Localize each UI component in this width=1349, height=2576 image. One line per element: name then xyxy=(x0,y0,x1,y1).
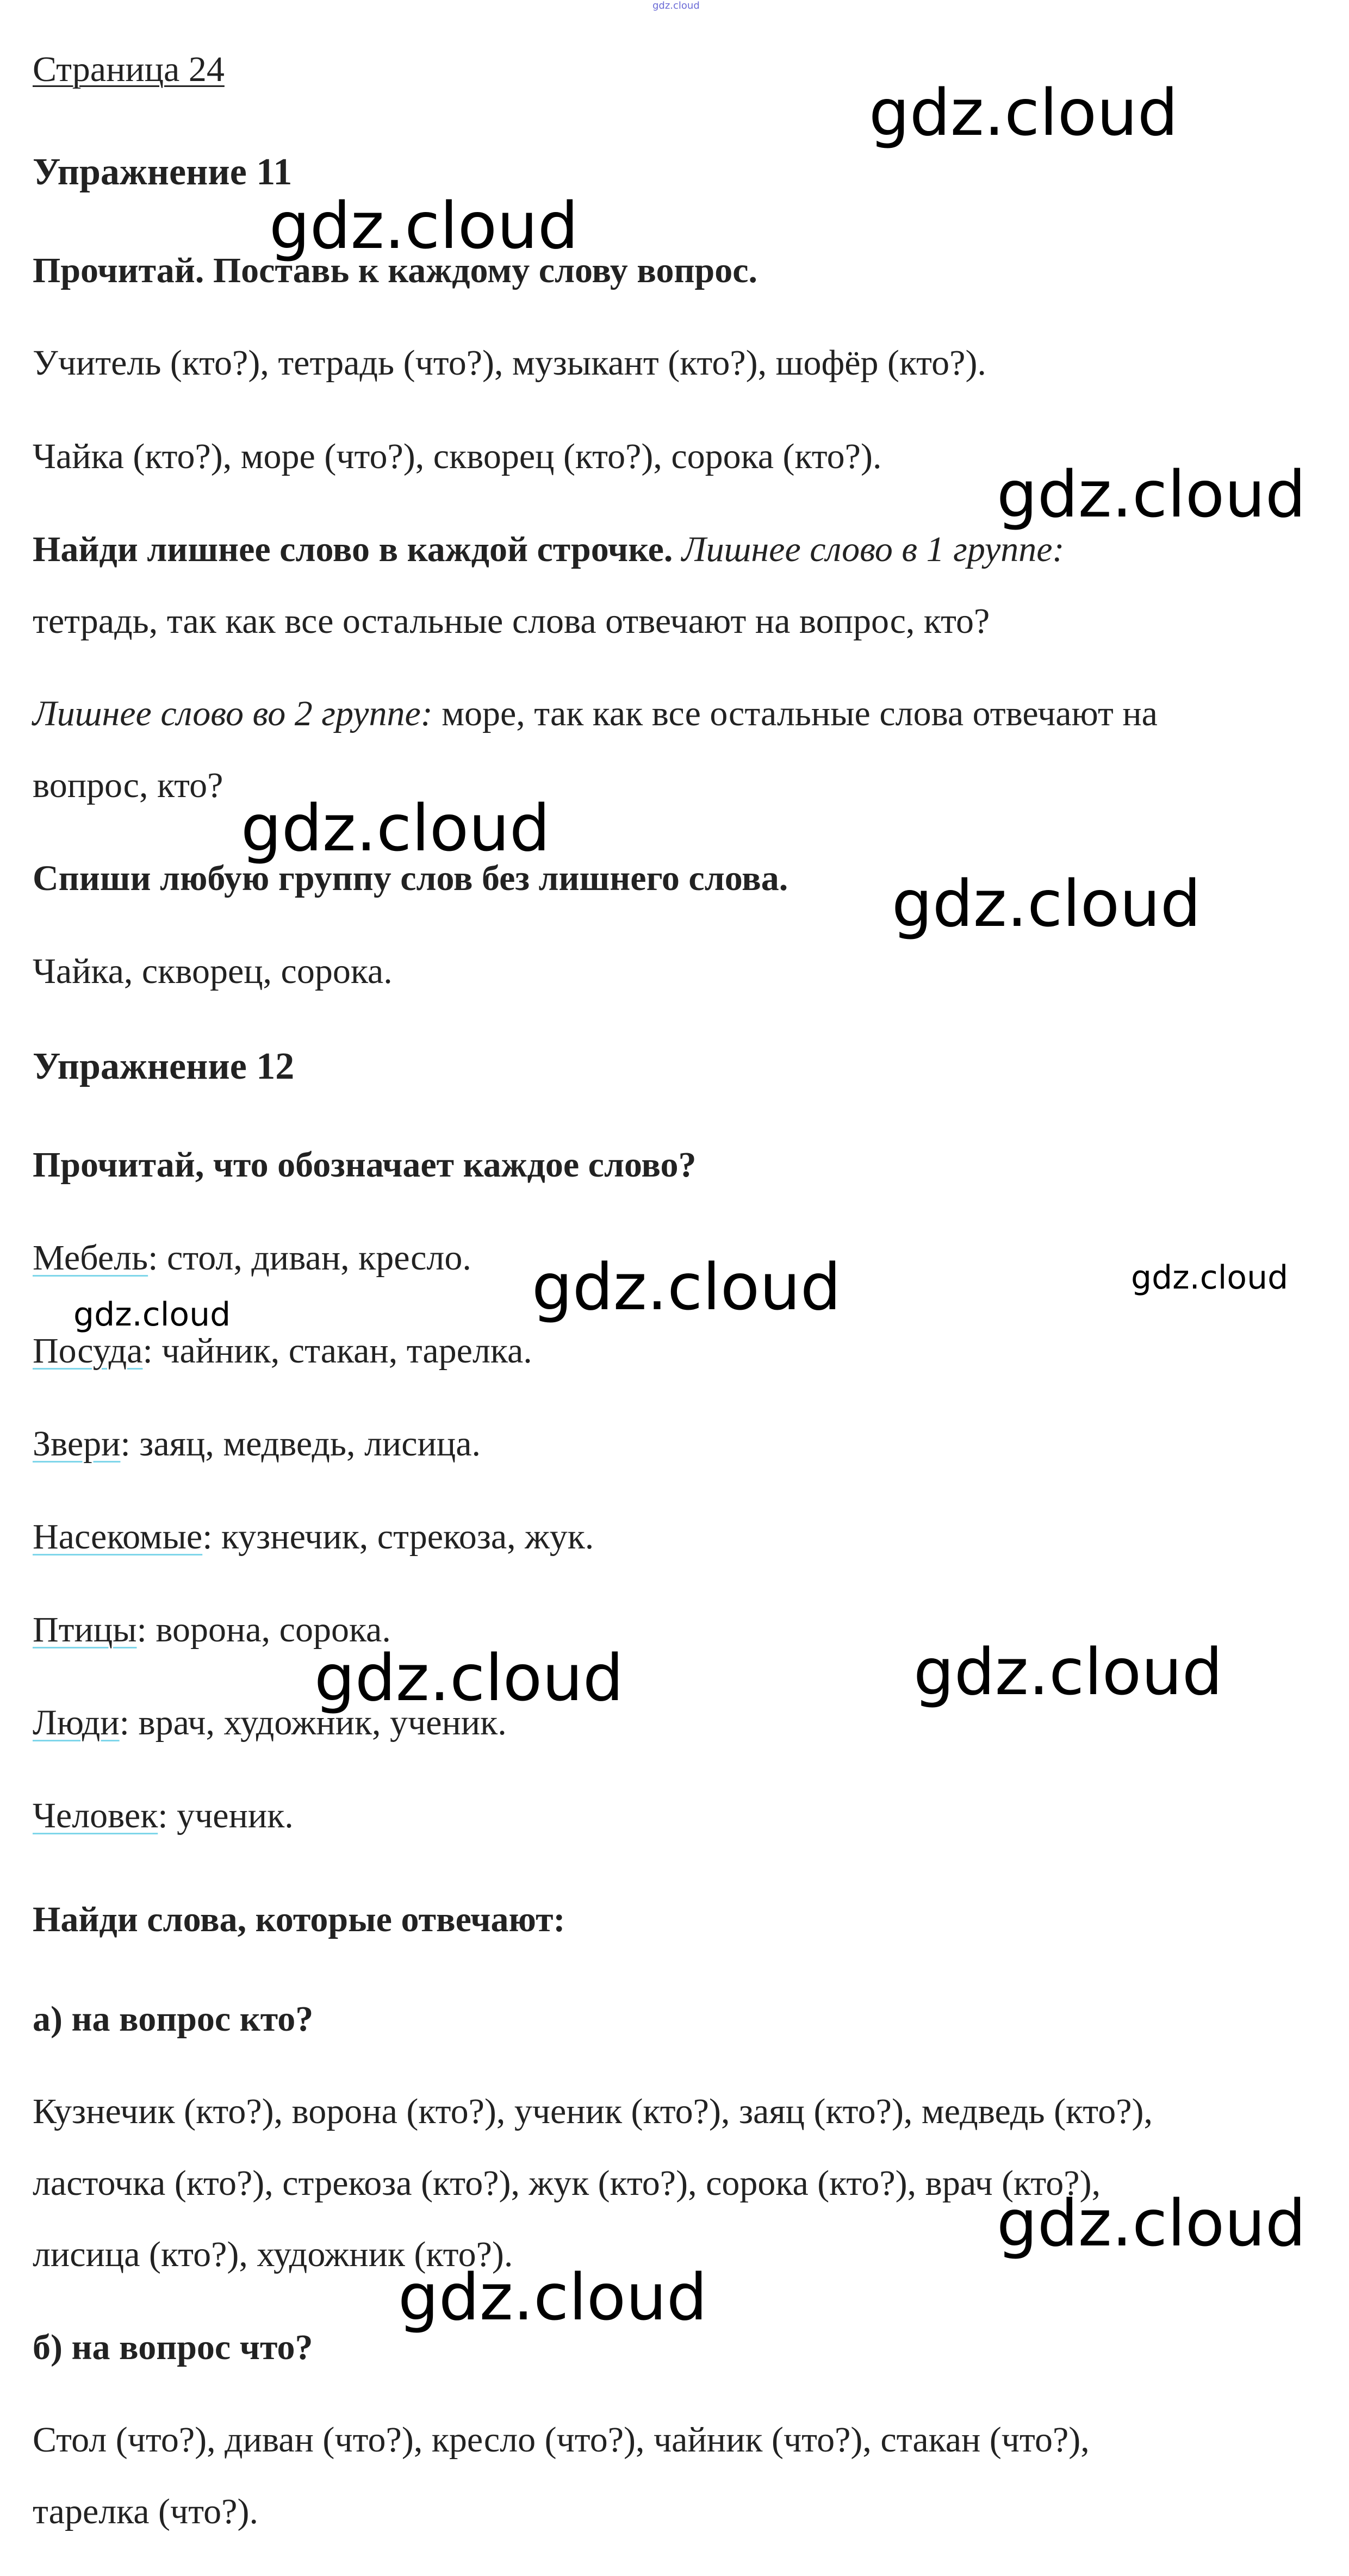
who-answer-line: Кузнечик (кто?), ворона (кто?), ученик (кто?), заяц (кто?), медведь (кто?), xyxy=(33,2092,1153,2131)
exercise-11-line-2: Чайка (кто?), море (что?), скворец (кто?), сорока (кто?). xyxy=(33,437,882,476)
meaning-words: : врач, художник, ученик. xyxy=(119,1703,507,1743)
watermark: gdz.cloud xyxy=(398,2260,707,2335)
meaning-term: Мебель xyxy=(33,1238,148,1278)
exercise-11-extra-2-cont: вопрос, кто? xyxy=(33,766,223,805)
question-who-label: а) на вопрос кто? xyxy=(33,1999,314,2039)
meaning-item xyxy=(33,1798,294,1834)
watermark: gdz.cloud xyxy=(869,75,1178,150)
exercise-11-title: Упражнение 11 xyxy=(33,151,293,193)
watermark: gdz.cloud xyxy=(913,1634,1223,1709)
watermark: gdz.cloud xyxy=(997,457,1306,532)
meaning-term: Звери xyxy=(33,1424,121,1464)
exercise-11-extra-1-cont: тетрадь, так как все остальные слова отвечают на вопрос, кто? xyxy=(33,601,990,641)
extra-2-label: Лишнее слово во 2 группе: xyxy=(33,694,433,733)
meaning-words: : кузнечик, стрекоза, жук. xyxy=(202,1517,594,1557)
exercise-11-extra-1 xyxy=(33,532,1065,568)
meaning-words: : ворона, сорока. xyxy=(136,1610,391,1650)
watermark: gdz.cloud xyxy=(997,2186,1306,2261)
watermark: gdz.cloud xyxy=(1131,1259,1289,1297)
meaning-term: Человек xyxy=(33,1796,158,1835)
meaning-item xyxy=(33,1519,594,1555)
exercise-11-extra-2 xyxy=(33,696,1158,732)
watermark-top: gdz.cloud xyxy=(652,0,700,11)
meaning-words: : чайник, стакан, тарелка. xyxy=(142,1331,532,1371)
watermark: gdz.cloud xyxy=(241,791,550,866)
exercise-11-task-copy: Спиши любую группу слов без лишнего слова. xyxy=(33,858,788,898)
extra-2-text: море, так как все остальные слова отвечают на xyxy=(442,694,1158,733)
question-what-label: б) на вопрос что? xyxy=(33,2328,313,2367)
meaning-item xyxy=(33,1426,481,1462)
meaning-words: : заяц, медведь, лисица. xyxy=(120,1424,481,1464)
exercise-12-task-read: Прочитай, что обозначает каждое слово? xyxy=(33,1145,697,1185)
meaning-item xyxy=(33,1333,532,1369)
what-answer-line: Стол (что?), диван (что?), кресло (что?), чайник (что?), стакан (что?), xyxy=(33,2420,1090,2460)
meaning-term: Люди xyxy=(33,1703,120,1743)
watermark: gdz.cloud xyxy=(73,1296,231,1334)
exercise-11-answer: Чайка, скворец, сорока. xyxy=(33,951,393,991)
watermark: gdz.cloud xyxy=(892,866,1201,941)
exercise-11-task-read: Прочитай. Поставь к каждому слову вопрос. xyxy=(33,251,758,290)
meaning-item xyxy=(33,1240,471,1276)
meaning-words: : стол, диван, кресло. xyxy=(148,1238,471,1278)
exercise-11-task-find: Найди лишнее слово в каждой строчке. xyxy=(33,530,673,569)
page-label: Страница 24 xyxy=(33,49,225,89)
extra-1-label: Лишнее слово в 1 группе: xyxy=(681,530,1065,569)
meaning-term: Посуда xyxy=(33,1331,143,1371)
who-answer-line: лисица (кто?), художник (кто?). xyxy=(33,2235,513,2274)
who-answer-line: ласточка (кто?), стрекоза (кто?), жук (кто?), сорока (кто?), врач (кто?), xyxy=(33,2163,1101,2203)
meaning-term: Птицы xyxy=(33,1610,137,1650)
meaning-term: Насекомые xyxy=(33,1517,203,1557)
exercise-12-title: Упражнение 12 xyxy=(33,1046,295,1087)
meaning-words: : ученик. xyxy=(158,1796,294,1835)
what-answer-line: тарелка (что?). xyxy=(33,2492,258,2531)
watermark: gdz.cloud xyxy=(314,1640,624,1715)
exercise-11-line-1: Учитель (кто?), тетрадь (что?), музыкант (кто?), шофёр (кто?). xyxy=(33,343,986,383)
watermark: gdz.cloud xyxy=(269,188,579,263)
watermark: gdz.cloud xyxy=(532,1249,841,1324)
exercise-12-task-find: Найди слова, которые отвечают: xyxy=(33,1900,565,1939)
